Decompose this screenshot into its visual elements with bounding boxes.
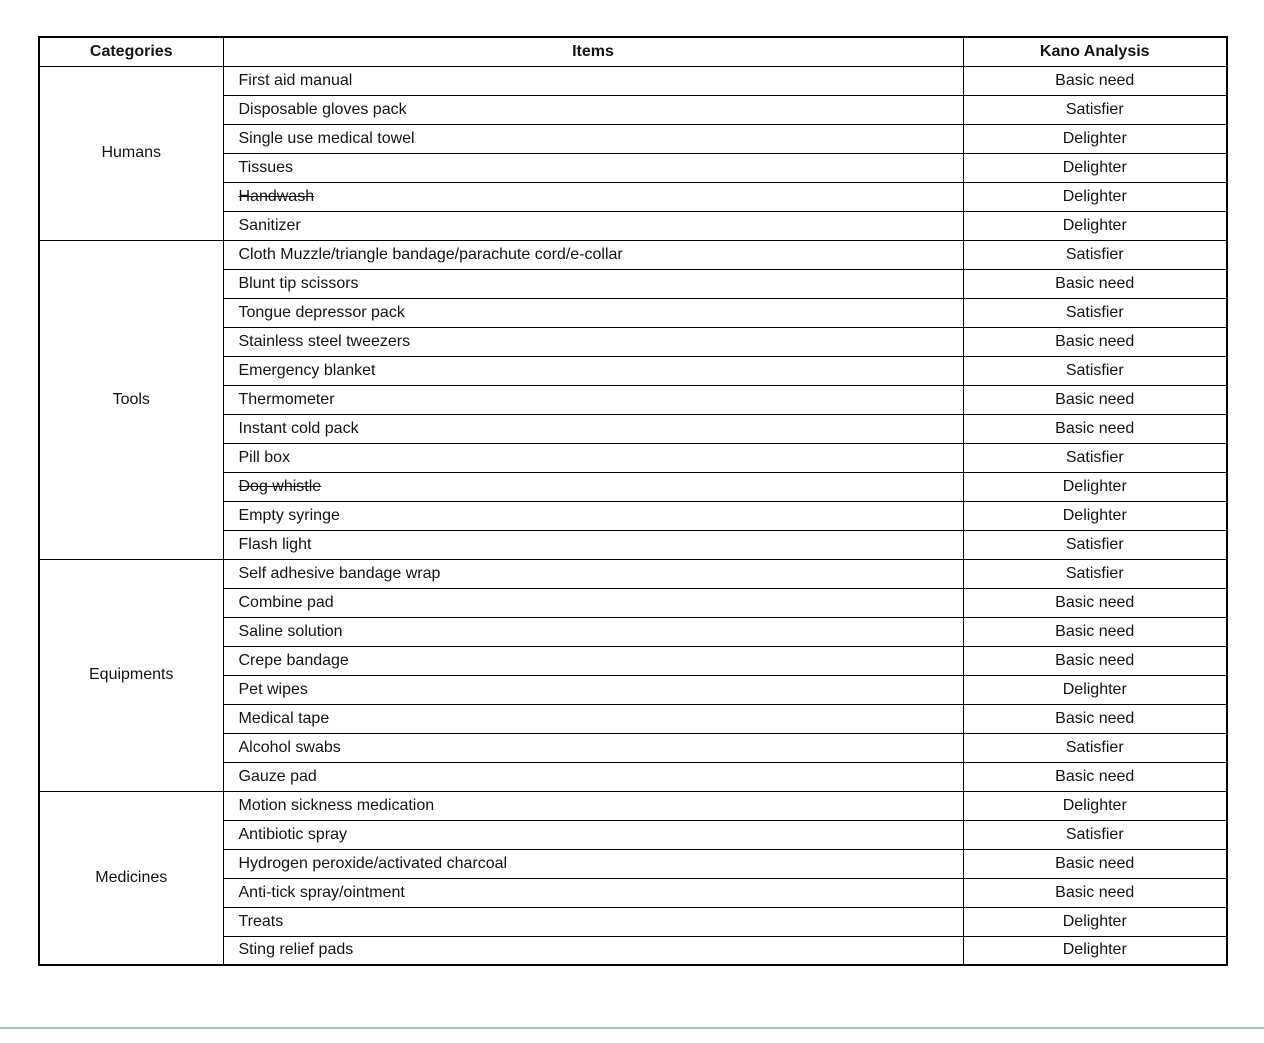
item-cell: Tongue depressor pack <box>223 298 963 327</box>
kano-analysis-cell: Basic need <box>963 878 1227 907</box>
kano-analysis-cell: Delighter <box>963 907 1227 936</box>
item-cell: Flash light <box>223 530 963 559</box>
kano-analysis-cell: Basic need <box>963 385 1227 414</box>
item-cell: Anti-tick spray/ointment <box>223 878 963 907</box>
item-cell: Empty syringe <box>223 501 963 530</box>
category-cell: Tools <box>39 240 223 559</box>
item-cell: Disposable gloves pack <box>223 95 963 124</box>
kano-analysis-cell: Basic need <box>963 617 1227 646</box>
item-cell: Motion sickness medication <box>223 791 963 820</box>
kano-analysis-cell: Satisfier <box>963 443 1227 472</box>
item-cell: Sanitizer <box>223 211 963 240</box>
kano-analysis-cell: Basic need <box>963 269 1227 298</box>
item-cell: Pet wipes <box>223 675 963 704</box>
item-cell: Hydrogen peroxide/activated charcoal <box>223 849 963 878</box>
item-cell: Cloth Muzzle/triangle bandage/parachute cord/e-collar <box>223 240 963 269</box>
item-cell: Combine pad <box>223 588 963 617</box>
header-row <box>39 37 1227 66</box>
kano-analysis-cell: Satisfier <box>963 240 1227 269</box>
kano-analysis-cell: Delighter <box>963 675 1227 704</box>
table-row <box>39 559 1227 588</box>
item-cell: Tissues <box>223 153 963 182</box>
kano-analysis-cell: Basic need <box>963 414 1227 443</box>
kano-analysis-cell: Delighter <box>963 501 1227 530</box>
item-cell: Gauze pad <box>223 762 963 791</box>
kano-analysis-cell: Delighter <box>963 153 1227 182</box>
kano-analysis-cell: Basic need <box>963 327 1227 356</box>
kano-analysis-cell: Basic need <box>963 849 1227 878</box>
table-row <box>39 66 1227 95</box>
item-cell: Alcohol swabs <box>223 733 963 762</box>
kano-analysis-cell: Satisfier <box>963 733 1227 762</box>
kano-analysis-cell: Satisfier <box>963 95 1227 124</box>
table-row <box>39 791 1227 820</box>
kano-analysis-cell: Delighter <box>963 124 1227 153</box>
bottom-divider <box>0 1027 1264 1029</box>
item-cell: Saline solution <box>223 617 963 646</box>
category-cell: Humans <box>39 66 223 240</box>
kano-analysis-cell: Delighter <box>963 182 1227 211</box>
header-categories: Categories <box>39 37 223 66</box>
item-cell: Thermometer <box>223 385 963 414</box>
kano-analysis-cell: Satisfier <box>963 559 1227 588</box>
item-cell: Antibiotic spray <box>223 820 963 849</box>
kano-analysis-cell: Basic need <box>963 588 1227 617</box>
item-cell: First aid manual <box>223 66 963 95</box>
item-cell: Self adhesive bandage wrap <box>223 559 963 588</box>
table-row <box>39 240 1227 269</box>
kano-analysis-cell: Delighter <box>963 211 1227 240</box>
header-kano-analysis: Kano Analysis <box>963 37 1227 66</box>
item-cell: Treats <box>223 907 963 936</box>
item-cell: Pill box <box>223 443 963 472</box>
item-cell: Handwash <box>223 182 963 211</box>
item-cell: Single use medical towel <box>223 124 963 153</box>
kano-analysis-cell: Basic need <box>963 646 1227 675</box>
kano-analysis-cell: Delighter <box>963 472 1227 501</box>
kano-analysis-table <box>38 36 1228 966</box>
item-cell: Instant cold pack <box>223 414 963 443</box>
kano-analysis-cell: Satisfier <box>963 820 1227 849</box>
item-cell: Dog whistle <box>223 472 963 501</box>
item-cell: Sting relief pads <box>223 936 963 965</box>
kano-analysis-cell: Basic need <box>963 66 1227 95</box>
table-body <box>39 66 1227 965</box>
kano-analysis-cell: Basic need <box>963 762 1227 791</box>
item-cell: Medical tape <box>223 704 963 733</box>
item-cell: Emergency blanket <box>223 356 963 385</box>
kano-analysis-cell: Delighter <box>963 791 1227 820</box>
kano-analysis-cell: Satisfier <box>963 356 1227 385</box>
item-cell: Stainless steel tweezers <box>223 327 963 356</box>
kano-analysis-cell: Satisfier <box>963 298 1227 327</box>
header-items: Items <box>223 37 963 66</box>
item-cell: Crepe bandage <box>223 646 963 675</box>
item-cell: Blunt tip scissors <box>223 269 963 298</box>
kano-analysis-cell: Basic need <box>963 704 1227 733</box>
kano-analysis-cell: Satisfier <box>963 530 1227 559</box>
category-cell: Medicines <box>39 791 223 965</box>
category-cell: Equipments <box>39 559 223 791</box>
kano-analysis-cell: Delighter <box>963 936 1227 965</box>
